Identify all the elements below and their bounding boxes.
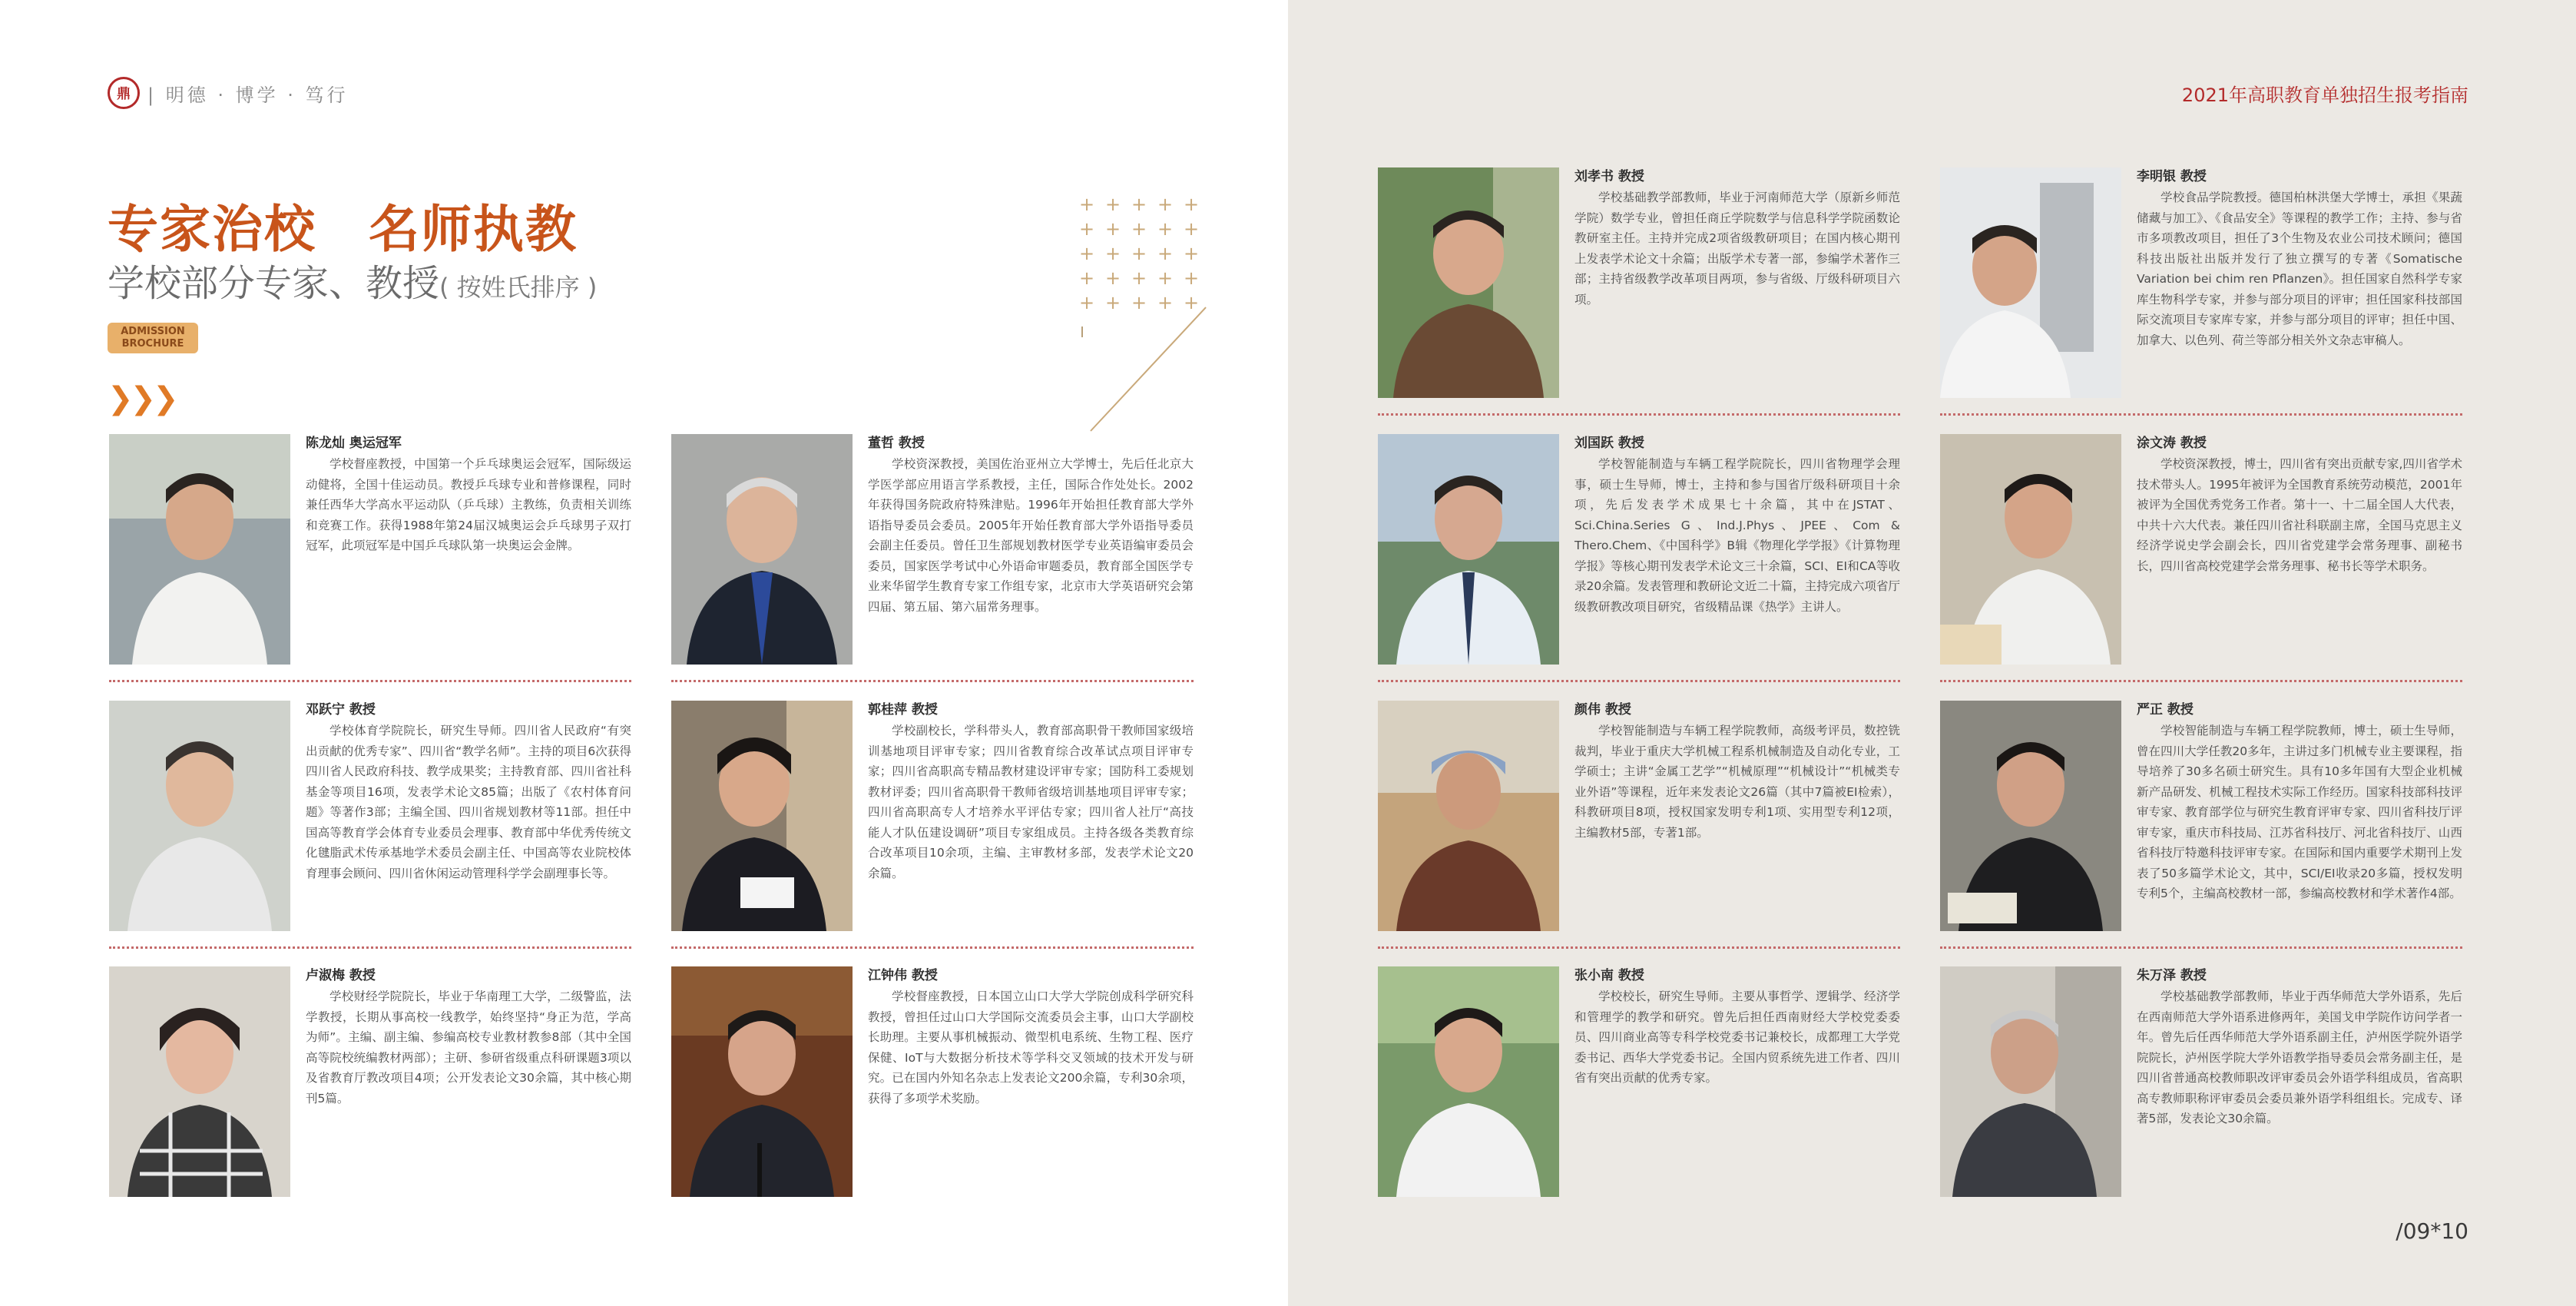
- profile-card: [671, 434, 1194, 665]
- portrait-photo: [1378, 701, 1559, 931]
- person-name: 刘孝书 教授: [1574, 169, 1644, 184]
- person-bio: 学校体育学院院长，研究生导师。四川省人民政府“有突出贡献的优秀专家”、四川省“教学名师”。主持的项目6次获得四川省人民政府科技、教学成果奖；主持教育部、四川省社科基金等项目16项，发表学术论文85篇；出版了《农村体育问题》等著作3部；主编全国、四川省规划教材等11部。担任中国高等教育学会体育专业委员会理事、教育部中华优秀传统文化毽脂武术传承基地学术委员会副主任、中国高等农业院校体育理事会顾问、四川省休闲运动管理科学学会副理事长等。: [306, 724, 631, 880]
- person-name: 郭桂萍 教授: [868, 702, 938, 718]
- brochure-header: [2182, 80, 2468, 107]
- decorative-tick: [1081, 326, 1083, 337]
- person-name: 陈龙灿 奥运冠军: [306, 436, 402, 451]
- profile-card: [109, 434, 631, 665]
- profile-card: [1940, 701, 2462, 931]
- person-name: 董哲 教授: [868, 436, 925, 451]
- portrait-photo: [1940, 434, 2121, 665]
- portrait-photo: [671, 434, 853, 665]
- profile-card: [1378, 966, 1900, 1197]
- portrait-photo: [109, 434, 290, 665]
- person-name: 朱万泽 教授: [2137, 968, 2207, 983]
- right-page: [1288, 0, 2576, 1306]
- subtitle-note: ( 按姓氏排序 ): [439, 273, 598, 302]
- person-bio: 学校资深教授，博士，四川省有突出贡献专家,四川省学术技术带头人。1995年被评为全国教育系统劳动模范，2001年被评为全国优秀党务工作者。第十一、十二届全国人大代表，中共十六大代表。兼任四川省社科联副主席，全国马克思主义经济学说史学会副会长，四川省党建学会常务理事、副秘书长，四川省高校党建学会常务理事、秘书长等学术职务。: [2137, 457, 2462, 573]
- section-divider: [671, 680, 1194, 682]
- badge-line-1: ADMISSION: [121, 326, 185, 337]
- school-logo-icon: 鼎: [108, 77, 140, 109]
- profile-card: [671, 966, 1194, 1197]
- person-bio: 学校校长，研究生导师。主要从事哲学、逻辑学、经济学和管理学的教学和研究。曾先后担任西南财经大学校党委委员、四川商业高等专科学校党委书记兼校长，成都理工大学党委书记、西华大学党委书记。全国内贸系统先进工作者、四川省有突出贡献的优秀专家。: [1574, 989, 1900, 1085]
- profile-card: [1940, 966, 2462, 1197]
- person-bio: 学校督座教授，日本国立山口大学大学院创成科学研究科教授，曾担任过山口大学国际交流委员会主事，山口大学副校长助理。主要从事机械振动、微型机电系统、生物工程、医疗保健、IoT与大数据分析技术等学科交叉领域的技术开发与研究。已在国内外知名杂志上发表论文200余篇，专利30余项，获得了多项学术奖励。: [868, 989, 1194, 1105]
- person-bio: 学校智能制造与车辆工程学院教师，博士，硕士生导师，曾在四川大学任教20多年，主讲过多门机械专业主要课程，指导培养了30多名硕士研究生。具有10多年国有大型企业机械新产品研发、机械工程技术实际工作经历。国家科技部科技评审专家、教育部学位与研究生教育评审专家、四川省科技厅评审专家，重庆市科技局、江苏省科技厅、河北省科技厅、山西省科技厅特邀科技评审专家。在国际和国内重要学术期刊上发表了50多篇学术论文，其中，SCI/EI收录20多篇，授权发明专利5个，主编高校教材一部，参编高校教材和学术著作4部。: [2137, 724, 2462, 900]
- portrait-photo: [1940, 701, 2121, 931]
- portrait-photo: [671, 701, 853, 931]
- person-name: 李明银 教授: [2137, 169, 2207, 184]
- profile-card: [109, 701, 631, 931]
- person-bio: 学校基础教学部教师，毕业于河南师范大学（原新乡师范学院）数学专业，曾担任商丘学院数学与信息科学学院函数论教研室主任。主持并完成2项省级教研项目；在国内核心期刊上发表学术论文十余篇；出版学术专著一部，参编学术著作三部；主持省级教学改革项目两项，参与省级、厅级科研项目六项。: [1574, 191, 1900, 307]
- profile-card: [1378, 701, 1900, 931]
- portrait-photo: [1940, 167, 2121, 398]
- portrait-photo: [671, 966, 853, 1197]
- section-divider: [671, 946, 1194, 949]
- person-name: 严正 教授: [2137, 702, 2194, 718]
- page-subtitle: [108, 254, 597, 307]
- header-highlight: 报考指南: [2395, 85, 2468, 106]
- section-divider: [1378, 946, 1900, 949]
- badge-line-2: BROCHURE: [121, 338, 184, 350]
- person-name: 颜伟 教授: [1574, 702, 1631, 718]
- portrait-photo: [1378, 167, 1559, 398]
- profile-card: [1378, 167, 1900, 398]
- profile-card: [109, 966, 631, 1197]
- person-bio: 学校督座教授，中国第一个乒乓球奥运会冠军，国际级运动健将，全国十佳运动员。教授乒乓球专业和普修课程，同时兼任西华大学高水平运动队（乒乓球）主教练，负责相关训练和竞赛工作。获得1988年第24届汉城奥运会乒乓球男子双打冠军，此项冠军是中国乒乓球队第一块奥运会金牌。: [306, 457, 631, 552]
- person-name: 江钟伟 教授: [868, 968, 938, 983]
- header-text: 2021年高职教育单独招生: [2181, 85, 2395, 106]
- section-divider: [109, 946, 631, 949]
- person-name: 刘国跃 教授: [1574, 436, 1644, 451]
- section-divider: [1378, 680, 1900, 682]
- person-bio: 学校资深教授，美国佐治亚州立大学博士，先后任北京大学医学部应用语言学系教授，主任，国际合作处处长。2002年获得国务院政府特殊津贴。1996年开始担任教育部大学外语指导委员会委员。2005年开始任教育部大学外语指导委员会副主任委员。曾任卫生部规划教材医学专业英语编审委员会委员，国家医学考试中心外语命审题委员，教育部全国医学专业来华留学生教育专家工作组专家，北京市大学英语研究会第四届、第五届、第六届常务理事。: [868, 457, 1194, 614]
- section-divider: [1940, 946, 2462, 949]
- portrait-photo: [109, 701, 290, 931]
- profile-card: [1940, 167, 2462, 398]
- person-bio: 学校副校长，学科带头人，教育部高职骨干教师国家级培训基地项目评审专家；四川省教育综合改革试点项目评审专家；四川省高职高专精品教材建设评审专家；国防科工委规划教材评委；四川省高职骨干教师省级培训基地项目评审专家；四川省高职高专人才培养水平评估专家；四川省人社厅“高技能人才队伍建设调研”项目专家组成员。主持各级各类教育综合改革项目10余项，主编、主审教材多部，发表学术论文20余篇。: [868, 724, 1194, 880]
- profile-card: [671, 701, 1194, 931]
- subtitle-text: 学校部分专家、教授: [108, 262, 440, 305]
- section-divider: [1378, 413, 1900, 416]
- person-name: 邓跃宁 教授: [306, 702, 376, 718]
- person-name: 卢淑梅 教授: [306, 968, 376, 983]
- portrait-photo: [109, 966, 290, 1197]
- page-number: /09*10: [2396, 1218, 2468, 1244]
- profile-card: [1378, 434, 1900, 665]
- person-name: 张小南 教授: [1574, 968, 1644, 983]
- section-divider: [109, 680, 631, 682]
- portrait-photo: [1940, 966, 2121, 1197]
- person-bio: 学校食品学院教授。德国柏林洪堡大学博士，承担《果蔬储藏与加工》、《食品安全》等课程的教学工作；主持、参与省市多项教改项目，担任了3个生物及农业公司技术顾问；德国科技出版社出版并发行了独立撰写的专著《Somatische Variation bei chim ren Pflanzen》。担任国家自然科学专家库生物科学专家，并参与部分项目的评审；担任国家科技部国际交流项目专家库专家，并参与部分项目的评审；担任中国、加拿大、以色列、荷兰等部分相关外文杂志审稿人。: [2137, 191, 2462, 347]
- person-bio: 学校智能制造与车辆工程学院院长，四川省物理学会理事，硕士生导师，博士，主持和参与国省厅级科研项目十余项，先后发表学术成果七十余篇，其中在JSTAT、Sci.China.Series G、Ind.J.Phys、JPEE、Com & Thero.Chem、《中国科学》B辑《物理化学学报》《计算物理学报》等核心期刊发表学术论文三十余篇，SCI、EI和CA等收录20余篇。发表管理和教研论文近二十篇，主持完成六项省厅级教研教改项目研究，省级精品课《热学》主讲人。: [1574, 457, 1900, 614]
- portrait-photo: [1378, 434, 1559, 665]
- person-bio: 学校财经学院院长，毕业于华南理工大学，二级警监，法学教授，长期从事高校一线教学，始终坚持“身正为范，学高为师”。主编、副主编、参编高校专业教材教参8部（其中全国高等院校统编教材两部）；主研、参研省级重点科研课题3项以及省教育厅教改项目4项；公开发表论文30余篇，其中核心期刊5篇。: [306, 989, 631, 1105]
- profile-card: [1940, 434, 2462, 665]
- person-name: 涂文涛 教授: [2137, 436, 2207, 451]
- person-bio: 学校智能制造与车辆工程学院教师，高级考评员，数控铣裁判，毕业于重庆大学机械工程系机械制造及自动化专业，工学硕士；主讲“金属工艺学”“机械原理”“机械设计”“机械类专业外语”等课程，近年来发表论文26篇（其中7篇被EI检索），科教研项目8项，授权国家发明专利1项、实用型专利12项，主编教材5部，专著1部。: [1574, 724, 1900, 840]
- chevron-right-icon: ❯❯❯: [108, 381, 176, 416]
- portrait-photo: [1378, 966, 1559, 1197]
- person-bio: 学校基础教学部教师，毕业于西华师范大学外语系，先后在西南师范大学外语系进修两年，美国戈申学院作访问学者一年。曾先后任西华师范大学外语系副主任，泸州医学院外语学院院长，泸州医学院大学外语教学指导委员会常务副主任，是四川省普通高校教师职改评审委员会外语学科组成员，省高职高专教师职称评审委员会委员兼外语学科组组长。完成专、译著5部，发表论文30余篇。: [2137, 989, 2462, 1125]
- page-title: 专家治校 名师执教: [108, 200, 578, 259]
- admission-brochure-badge: [108, 323, 198, 353]
- school-motto: | 明德 · 博学 · 笃行: [147, 85, 349, 106]
- decorative-diagonal-line: [1090, 307, 1207, 431]
- section-divider: [1940, 413, 2462, 416]
- plus-grid-decoration: + + + + + + + + + + + + + + + + + + + + + + + + +: [1078, 194, 1200, 313]
- section-divider: [1940, 680, 2462, 682]
